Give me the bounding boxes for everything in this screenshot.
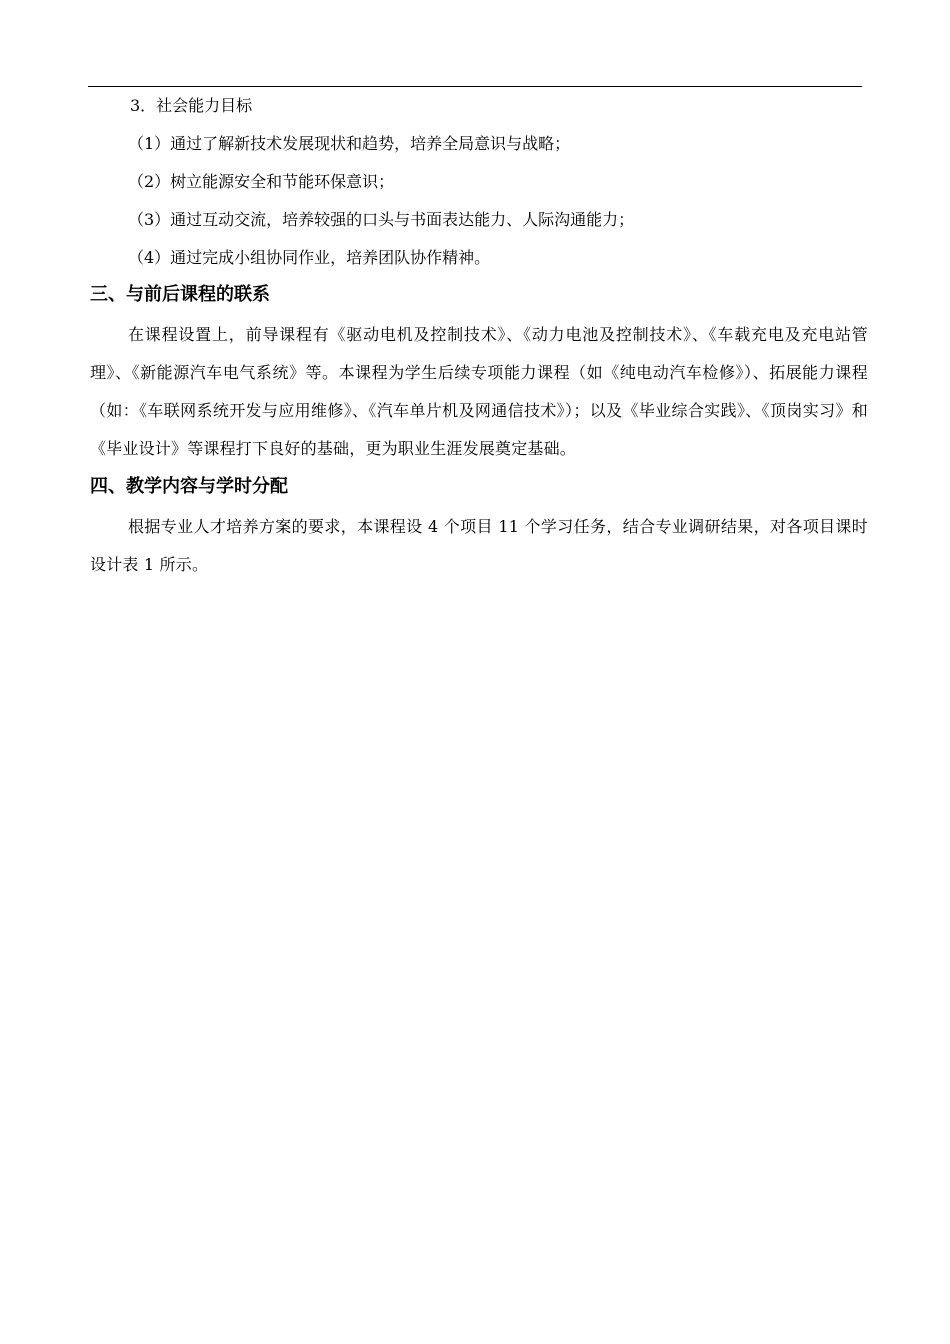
list-item: （3）通过互动交流，培养较强的口头与书面表达能力、人际沟通能力； bbox=[128, 210, 635, 229]
header-rule bbox=[88, 86, 862, 87]
list-item: （2）树立能源安全和节能环保意识； bbox=[128, 172, 395, 191]
list-item: （4）通过完成小组协同作业，培养团队协作精神。 bbox=[128, 248, 491, 267]
subsection-heading: 3．社会能力目标 bbox=[130, 96, 253, 115]
document-body bbox=[90, 94, 868, 592]
section-paragraph: 根据专业人才培养方案的要求，本课程设 4 个项目 11 个学习任务，结合专业调研结果，对各项目课时设计表 1 所示。 bbox=[90, 517, 868, 574]
list-item: （1）通过了解新技术发展现状和趋势，培养全局意识与战略； bbox=[128, 134, 571, 153]
section-title: 四、教学内容与学时分配 bbox=[90, 476, 288, 497]
section-title: 三、与前后课程的联系 bbox=[90, 284, 270, 305]
section-paragraph: 在课程设置上，前导课程有《驱动电机及控制技术》、《动力电池及控制技术》、《车载充电及充电站管理》、《新能源汽车电气系统》等。本课程为学生后续专项能力课程（如《纯电动汽车检修》）、拓展能力课程（如：《车联网系统开发与应用维修》、《汽车单片机及网通信技术》）；以及《毕业综合实践》、《顶岗实习》和《毕业设计》等课程打下良好的基础，更为职业生涯发展奠定基础。 bbox=[90, 325, 868, 458]
